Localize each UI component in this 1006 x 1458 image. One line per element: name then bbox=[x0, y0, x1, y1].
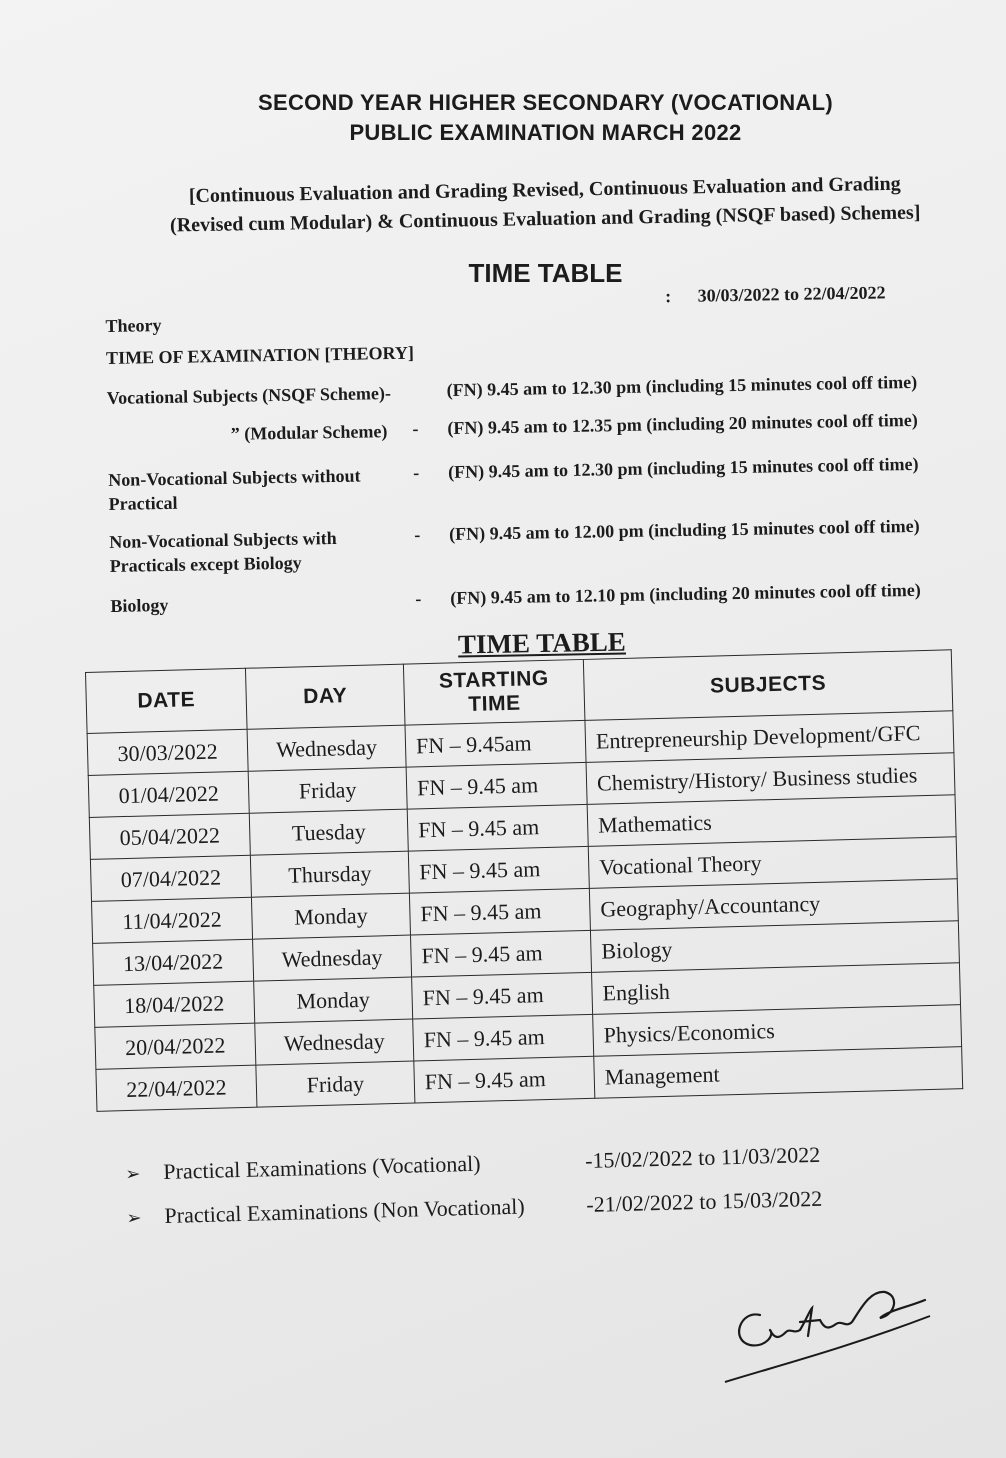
cell-time: FN – 9.45 am bbox=[407, 804, 588, 851]
cell-day: Monday bbox=[251, 893, 410, 939]
exam-time-label: Biology bbox=[110, 594, 169, 616]
cell-subject: Physics/Economics bbox=[593, 1005, 962, 1057]
exam-time-value: (FN) 9.45 am to 12.35 pm (including 20 minutes cool off time) bbox=[447, 409, 918, 439]
cell-time: FN – 9.45 am bbox=[410, 930, 591, 977]
cell-time: FN – 9.45 am bbox=[413, 1014, 594, 1061]
theory-period-row bbox=[665, 282, 886, 307]
cell-time: FN – 9.45 am bbox=[414, 1056, 595, 1103]
cell-subject: Geography/Accountancy bbox=[589, 879, 958, 931]
practical-label: Practical Examinations (Non Vocational) bbox=[164, 1193, 525, 1228]
time-table-heading: TIME TABLE bbox=[468, 258, 623, 288]
practical-dates: -21/02/2022 to 15/03/2022 bbox=[585, 1185, 823, 1217]
exam-time-dash: - bbox=[414, 524, 421, 545]
subtitle-line2: (Revised cum Modular) & Continuous Evaluation and Grading (NSQF based) Schemes] bbox=[169, 201, 921, 237]
time-table bbox=[85, 649, 964, 1112]
cell-day: Tuesday bbox=[249, 809, 408, 855]
exam-time-label: ” (Modular Scheme) bbox=[230, 421, 388, 444]
practical-exams-list bbox=[125, 1140, 887, 1248]
exam-time-label: Non-Vocational Subjects with Practicals except Biology bbox=[109, 527, 337, 576]
cell-subject: Chemistry/History/ Business studies bbox=[586, 753, 955, 805]
cell-day: Friday bbox=[248, 767, 407, 813]
cell-date: 30/03/2022 bbox=[87, 729, 248, 775]
cell-time: FN – 9.45 am bbox=[406, 762, 587, 809]
cell-subject: Vocational Theory bbox=[588, 837, 957, 889]
signature bbox=[720, 1270, 940, 1390]
cell-date: 11/04/2022 bbox=[92, 897, 253, 943]
cell-date: 22/04/2022 bbox=[96, 1065, 257, 1111]
cell-subject: Management bbox=[594, 1047, 963, 1099]
schemes-subtitle bbox=[110, 168, 981, 241]
exam-time-row bbox=[107, 371, 967, 412]
exam-time-value: (FN) 9.45 am to 12.30 pm (including 15 minutes cool off time) bbox=[447, 453, 919, 483]
exam-time-value: (FN) 9.45 am to 12.00 pm (including 15 minutes cool off time) bbox=[449, 515, 920, 545]
arrow-bullet-icon: ➢ bbox=[126, 1207, 142, 1228]
exam-time-label: Vocational Subjects (NSQF Scheme)- bbox=[106, 383, 392, 408]
document-title-line1: SECOND YEAR HIGHER SECONDARY (VOCATIONAL) bbox=[258, 90, 833, 115]
practical-dates: -15/02/2022 to 11/03/2022 bbox=[584, 1141, 821, 1173]
exam-time-dash: - bbox=[412, 418, 419, 439]
exam-time-label: Non-Vocational Subjects without Practical bbox=[108, 465, 361, 514]
exam-time-row bbox=[109, 515, 970, 580]
exam-time-value: (FN) 9.45 am to 12.30 pm (including 15 minutes cool off time) bbox=[446, 371, 918, 401]
column-header-day: DAY bbox=[245, 664, 405, 729]
theory-colon: : bbox=[664, 286, 672, 307]
cell-time: FN – 9.45 am bbox=[409, 888, 590, 935]
document-title-line2: PUBLIC EXAMINATION MARCH 2022 bbox=[349, 120, 742, 145]
practical-label: Practical Examinations (Vocational) bbox=[162, 1150, 481, 1184]
exam-time-row bbox=[107, 409, 967, 450]
cell-time: FN – 9.45am bbox=[405, 720, 586, 767]
theory-label: Theory bbox=[105, 315, 162, 336]
cell-subject: Mathematics bbox=[587, 795, 956, 847]
schedule-table bbox=[85, 649, 963, 1112]
cell-subject: Biology bbox=[590, 921, 959, 973]
cell-subject: Entrepreneurship Development/GFC bbox=[585, 711, 954, 763]
cell-day: Friday bbox=[256, 1061, 415, 1107]
exam-time-row bbox=[108, 453, 969, 518]
cell-date: 05/04/2022 bbox=[89, 813, 250, 859]
cell-date: 18/04/2022 bbox=[94, 981, 255, 1027]
cell-time: FN – 9.45 am bbox=[412, 972, 593, 1019]
exam-time-dash: - bbox=[412, 462, 420, 483]
exam-time-dash: - bbox=[415, 588, 422, 609]
cell-subject: English bbox=[592, 963, 961, 1015]
theory-period: 30/03/2022 to 22/04/2022 bbox=[697, 282, 886, 306]
cell-day: Wednesday bbox=[255, 1019, 414, 1065]
exam-time-row bbox=[110, 579, 970, 620]
cell-date: 07/04/2022 bbox=[90, 855, 251, 901]
arrow-bullet-icon: ➢ bbox=[125, 1163, 141, 1184]
cell-date: 13/04/2022 bbox=[93, 939, 254, 985]
column-header-subjects: SUBJECTS bbox=[583, 650, 952, 721]
cell-time: FN – 9.45 am bbox=[408, 846, 589, 893]
cell-day: Thursday bbox=[250, 851, 409, 897]
subtitle-line1: [Continuous Evaluation and Grading Revised, Continuous Evaluation and Grading bbox=[188, 172, 901, 208]
cell-day: Wednesday bbox=[247, 725, 406, 771]
cell-date: 01/04/2022 bbox=[88, 771, 249, 817]
table-body bbox=[87, 711, 963, 1112]
cell-day: Wednesday bbox=[253, 935, 412, 981]
time-table-subheading: TIME TABLE bbox=[457, 626, 627, 660]
cell-day: Monday bbox=[254, 977, 413, 1023]
column-header-time: STARTING TIME bbox=[403, 659, 585, 725]
column-header-date: DATE bbox=[86, 668, 248, 733]
theory-section bbox=[105, 281, 971, 626]
cell-date: 20/04/2022 bbox=[95, 1023, 256, 1069]
time-of-exam-heading: TIME OF EXAMINATION [THEORY] bbox=[105, 342, 415, 368]
exam-time-value: (FN) 9.45 am to 12.10 pm (including 20 minutes cool off time) bbox=[450, 579, 921, 609]
